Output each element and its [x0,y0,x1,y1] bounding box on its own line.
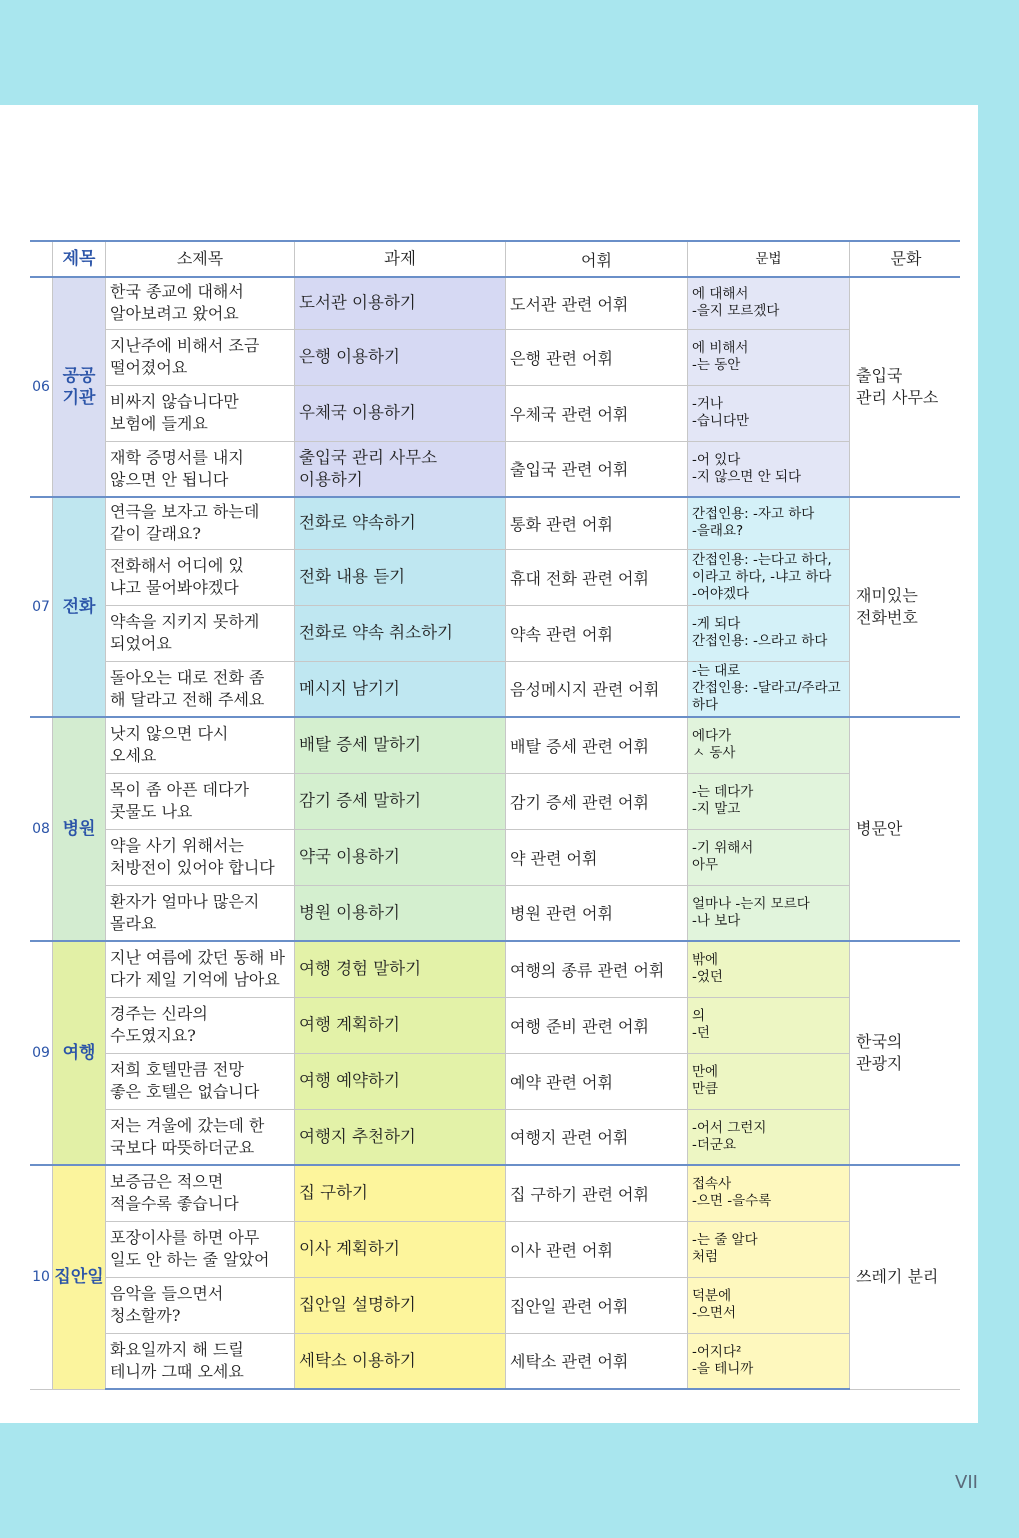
unit-title: 병원 [53,717,106,941]
header-num [30,241,53,277]
header-task: 과제 [295,241,506,277]
table-row [30,1277,960,1333]
lesson-task: 감기 증세 말하기 [295,773,506,829]
lesson-grammar: 간접인용: -자고 하다 -을래요? [688,497,850,549]
lesson-grammar: 만에 만큼 [688,1053,850,1109]
table-row [30,661,960,717]
table-header-row [30,241,960,277]
curriculum-table [30,240,960,1390]
lesson-task: 전화 내용 듣기 [295,549,506,605]
header-culture: 문화 [850,241,961,277]
unit-number: 07 [30,497,53,717]
table-row [30,441,960,497]
lesson-subtitle: 돌아오는 대로 전화 좀 해 달라고 전해 주세요 [106,661,295,717]
table-row [30,277,960,329]
lesson-vocab: 통화 관련 어휘 [506,497,688,549]
table-row [30,941,960,997]
lesson-grammar: -는 대로 간접인용: -달라고/주라고 하다 [688,661,850,717]
lesson-vocab: 출입국 관련 어휘 [506,441,688,497]
lesson-grammar: -기 위해서 아무 [688,829,850,885]
table-row [30,329,960,385]
lesson-subtitle: 보증금은 적으면 적을수록 좋습니다 [106,1165,295,1221]
lesson-grammar: -는 데다가 -지 말고 [688,773,850,829]
lesson-vocab: 휴대 전화 관련 어휘 [506,549,688,605]
lesson-grammar: 에 비해서 -는 동안 [688,329,850,385]
table-row [30,497,960,549]
lesson-task: 여행 계획하기 [295,997,506,1053]
lesson-subtitle: 경주는 신라의 수도였지요? [106,997,295,1053]
lesson-grammar: 덕분에 -으면서 [688,1277,850,1333]
table-row [30,1165,960,1221]
lesson-vocab: 감기 증세 관련 어휘 [506,773,688,829]
lesson-grammar: -어지다² -을 테니까 [688,1333,850,1389]
table-row [30,829,960,885]
header-title: 제목 [53,241,106,277]
unit-culture: 병문안 [850,717,961,941]
table-row [30,385,960,441]
unit-number: 09 [30,941,53,1165]
lesson-subtitle: 약을 사기 위해서는 처방전이 있어야 합니다 [106,829,295,885]
lesson-vocab: 우체국 관련 어휘 [506,385,688,441]
lesson-grammar: -어서 그런지 -더군요 [688,1109,850,1165]
lesson-vocab: 집안일 관련 어휘 [506,1277,688,1333]
lesson-task: 약국 이용하기 [295,829,506,885]
lesson-vocab: 병원 관련 어휘 [506,885,688,941]
lesson-task: 은행 이용하기 [295,329,506,385]
lesson-subtitle: 음악을 들으면서 청소할까? [106,1277,295,1333]
lesson-task: 여행지 추천하기 [295,1109,506,1165]
unit-culture: 한국의 관광지 [850,941,961,1165]
lesson-subtitle: 전화해서 어디에 있 냐고 물어봐야겠다 [106,549,295,605]
table-row [30,1221,960,1277]
lesson-task: 도서관 이용하기 [295,277,506,329]
lesson-grammar: 얼마나 -는지 모르다 -나 보다 [688,885,850,941]
lesson-subtitle: 포장이사를 하면 아무 일도 안 하는 줄 알았어 [106,1221,295,1277]
table-row [30,605,960,661]
table-row [30,1109,960,1165]
lesson-task: 메시지 남기기 [295,661,506,717]
lesson-task: 집 구하기 [295,1165,506,1221]
lesson-vocab: 배탈 증세 관련 어휘 [506,717,688,773]
unit-title: 집안일 [53,1165,106,1389]
lesson-vocab: 세탁소 관련 어휘 [506,1333,688,1389]
unit-culture: 재미있는 전화번호 [850,497,961,717]
lesson-grammar: 접속사 -으면 -을수록 [688,1165,850,1221]
lesson-vocab: 약속 관련 어휘 [506,605,688,661]
lesson-task: 여행 예약하기 [295,1053,506,1109]
lesson-vocab: 은행 관련 어휘 [506,329,688,385]
lesson-task: 전화로 약속하기 [295,497,506,549]
unit-number: 10 [30,1165,53,1389]
table-row [30,549,960,605]
lesson-task: 여행 경험 말하기 [295,941,506,997]
lesson-grammar: -는 줄 알다 처럼 [688,1221,850,1277]
lesson-task: 전화로 약속 취소하기 [295,605,506,661]
lesson-grammar: -어 있다 -지 않으면 안 되다 [688,441,850,497]
lesson-task: 집안일 설명하기 [295,1277,506,1333]
lesson-subtitle: 낫지 않으면 다시 오세요 [106,717,295,773]
unit-culture: 출입국 관리 사무소 [850,277,961,497]
lesson-vocab: 집 구하기 관련 어휘 [506,1165,688,1221]
lesson-subtitle: 목이 좀 아픈 데다가 콧물도 나요 [106,773,295,829]
unit-title: 공공 기관 [53,277,106,497]
unit-number: 08 [30,717,53,941]
lesson-task: 세탁소 이용하기 [295,1333,506,1389]
unit-title: 여행 [53,941,106,1165]
lesson-grammar: 간접인용: -는다고 하다, 이라고 하다, -냐고 하다 -어야겠다 [688,549,850,605]
lesson-vocab: 예약 관련 어휘 [506,1053,688,1109]
lesson-subtitle: 재학 증명서를 내지 않으면 안 됩니다 [106,441,295,497]
lesson-vocab: 도서관 관련 어휘 [506,277,688,329]
lesson-subtitle: 저희 호텔만큼 전망 좋은 호텔은 없습니다 [106,1053,295,1109]
lesson-grammar: 밖에 -었던 [688,941,850,997]
lesson-grammar: -거나 -습니다만 [688,385,850,441]
lesson-task: 출입국 관리 사무소 이용하기 [295,441,506,497]
header-grammar: 문법 [688,241,850,277]
lesson-vocab: 이사 관련 어휘 [506,1221,688,1277]
lesson-vocab: 음성메시지 관련 어휘 [506,661,688,717]
lesson-subtitle: 연극을 보자고 하는데 같이 갈래요? [106,497,295,549]
lesson-grammar: 에다가 ㅅ 동사 [688,717,850,773]
table-row [30,1053,960,1109]
page-number: VII [955,1472,978,1493]
lesson-task: 병원 이용하기 [295,885,506,941]
table-row [30,717,960,773]
lesson-task: 이사 계획하기 [295,1221,506,1277]
lesson-subtitle: 지난주에 비해서 조금 떨어졌어요 [106,329,295,385]
lesson-vocab: 여행지 관련 어휘 [506,1109,688,1165]
lesson-subtitle: 환자가 얼마나 많은지 몰라요 [106,885,295,941]
table-row [30,885,960,941]
header-subtitle: 소제목 [106,241,295,277]
unit-title: 전화 [53,497,106,717]
table-row [30,997,960,1053]
lesson-vocab: 여행 준비 관련 어휘 [506,997,688,1053]
unit-number: 06 [30,277,53,497]
lesson-task: 배탈 증세 말하기 [295,717,506,773]
lesson-subtitle: 화요일까지 해 드릴 테니까 그때 오세요 [106,1333,295,1389]
lesson-grammar: 에 대해서 -을지 모르겠다 [688,277,850,329]
header-vocab: 어휘 [506,241,688,277]
lesson-grammar: -게 되다 간접인용: -으라고 하다 [688,605,850,661]
lesson-subtitle: 비싸지 않습니다만 보험에 들게요 [106,385,295,441]
lesson-subtitle: 지난 여름에 갔던 동해 바 다가 제일 기억에 남아요 [106,941,295,997]
lesson-vocab: 약 관련 어휘 [506,829,688,885]
lesson-subtitle: 저는 겨울에 갔는데 한 국보다 따뜻하더군요 [106,1109,295,1165]
table-row [30,773,960,829]
lesson-grammar: 의 -던 [688,997,850,1053]
lesson-vocab: 여행의 종류 관련 어휘 [506,941,688,997]
lesson-subtitle: 약속을 지키지 못하게 되었어요 [106,605,295,661]
lesson-subtitle: 한국 종교에 대해서 알아보려고 왔어요 [106,277,295,329]
table-row [30,1333,960,1389]
unit-culture: 쓰레기 분리 [850,1165,961,1389]
lesson-task: 우체국 이용하기 [295,385,506,441]
